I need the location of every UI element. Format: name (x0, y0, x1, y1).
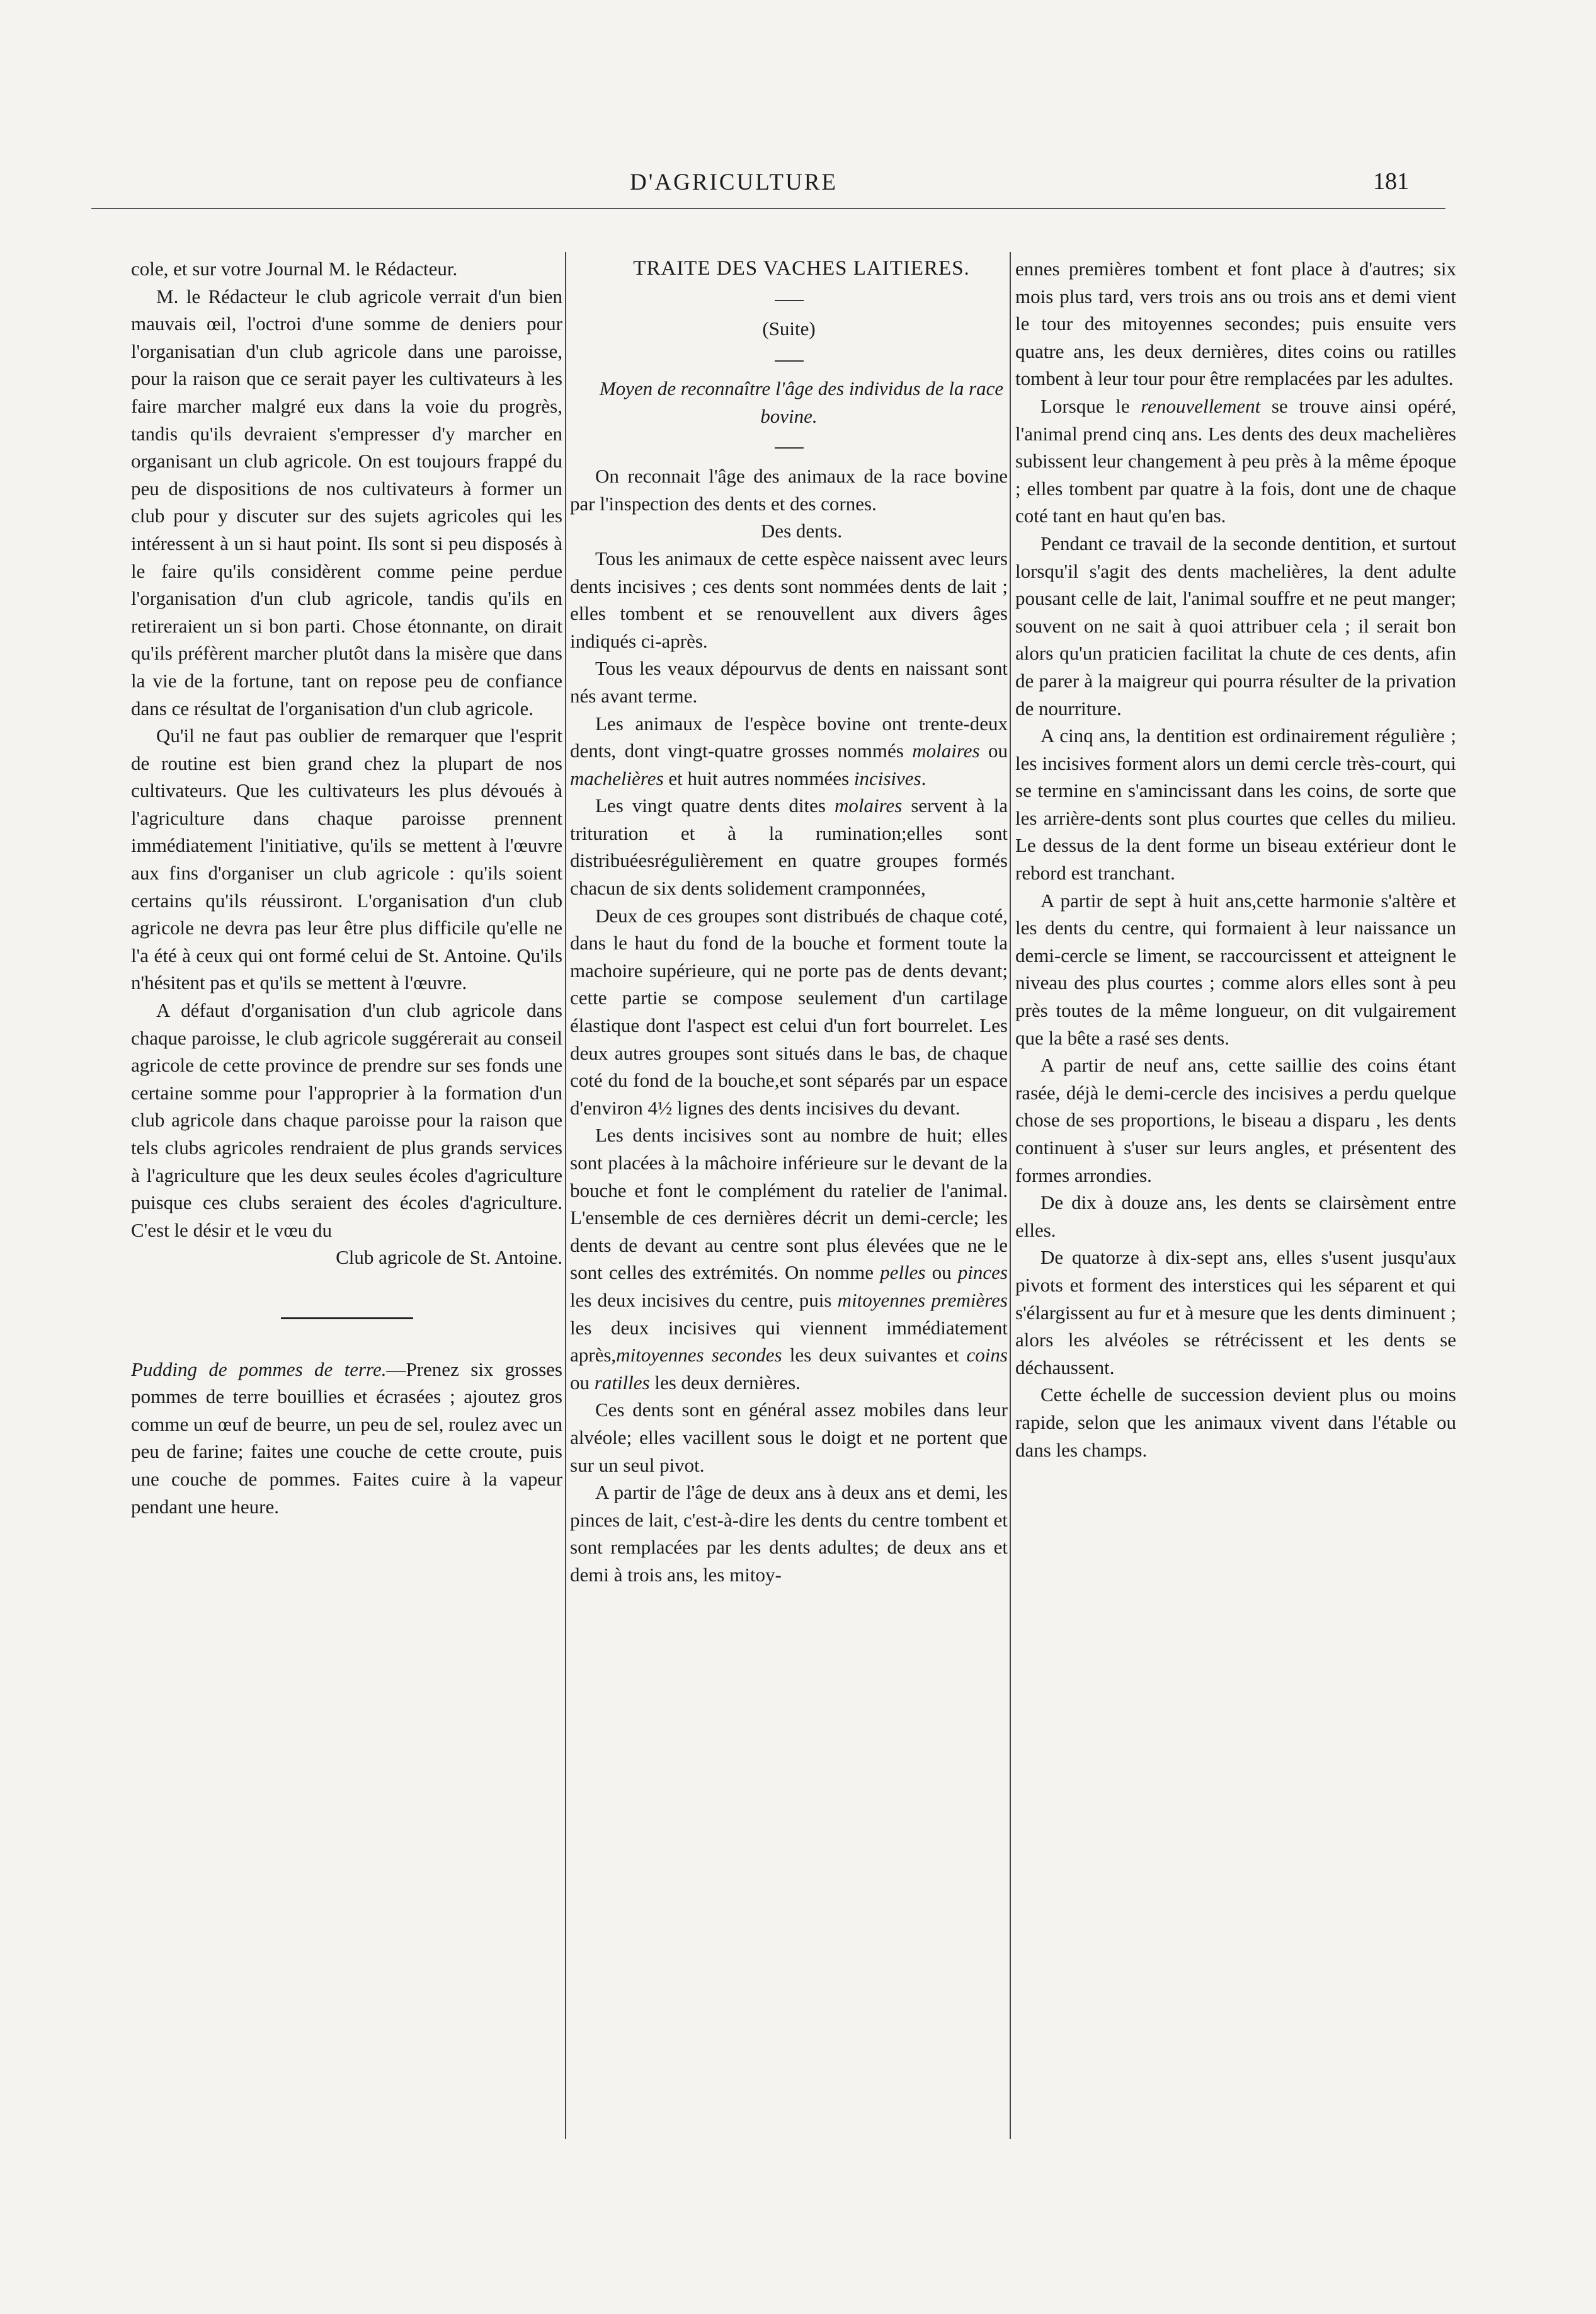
col3-paragraph-8: De quatorze à dix-sept ans, elles s'usent jusqu'aux pivots et forment des interstices qui les séparent et qui s'élargissent au fur et à mesure que les dents diminuent ; alors les alvéoles se rétrécissent et les dents se déchaussent. (1015, 1246, 1456, 1378)
col1-paragraph-1: cole, et sur votre Journal M. le Rédacteur. (131, 258, 458, 280)
running-head: D'AGRICULTURE (630, 169, 838, 195)
article-subtitle: Moyen de reconnaître l'âge des individus de la race bovine. (599, 377, 1004, 427)
subtitle-dash (570, 433, 1008, 461)
col1-paragraph-2: M. le Rédacteur le club agricole verrait d'un bien mauvais œil, l'octroi d'une somme de deniers pour l'organisatian d'un club agricole dans une paroisse, pour la raison que ce serait payer les cultivateurs à les faire marcher malgré eux dans la voie du progrès, tandis qu'ils devraient s'empresser d'y marcher en organisant un club agricole. On est toujours frappé du peu de dispositions de nos cultivateurs à former un club pour y discuter sur des sujets agricoles qui les intéressent à un si haut point. Ils sont si peu disposés à le faire qu'ils considèrent comme peine perdue l'organisation d'un club agricole, tandis qu'ils en retireraient un si bon parti. Chose étonnante, on dirait qu'ils préfèrent marcher plutôt dans la misère que dans la vie de la fortune, tant on repose peu de confiance dans ce résultat de l'organisation d'un club agricole. (131, 285, 562, 719)
section-heading-dents: Des dents. (760, 520, 843, 542)
title-dash (570, 285, 1008, 313)
col1-paragraph-4: A défaut d'organisation d'un club agricole dans chaque paroisse, le club agricole suggérerait au conseil agricole de cette province de prendre sur ses fonds une certaine somme pour l'approprier à la formation d'un club agricole dans chaque paroisse pour la raison que tels clubs agricoles rendraient de plus grands services à l'agriculture que les deux seules écoles d'agriculture puisque ces clubs seraient des écoles d'agriculture. C'est le désir et le vœu du (131, 999, 562, 1241)
suite-dash (570, 345, 1008, 373)
column-rule-left (565, 252, 566, 2139)
section-ornament (131, 1303, 562, 1331)
col2-paragraph-5: Les vingt quatre dents dites molaires servent à la trituration et à la rumination;elles sont distribuéesrégulièrement en quatre groupes formés chacun de six dents solidement cramponnées, (570, 794, 1008, 900)
article-suite: (Suite) (762, 318, 816, 340)
article-title: TRAITE DES VACHES LAITIERES. (633, 257, 970, 280)
column-1 (131, 255, 562, 1520)
recipe-title: Pudding de pommes de terre. (131, 1358, 387, 1380)
col2-paragraph-6: Deux de ces groupes sont distribués de chaque coté, dans le haut du fond de la bouche et forment toute la machoire supérieure, qui ne porte pas de dents devant; cette partie se compose seulement d'un cartilage élastique dont l'aspect est celui d'un fort bourrelet. Les deux autres groupes sont situés dans le bas, de chaque coté du fond de la bouche,et sont séparés par un espace d'environ 4½ lignes des dents incisives du devant. (570, 904, 1008, 1119)
col3-paragraph-4: A cinq ans, la dentition est ordinairement régulière ; les incisives forment alors un demi cercle très-court, qui se termine en s'amincissant dans les coins, de sorte que les arrière-dents sont plus courtes que celles du milieu. Le dessus de la dent forme un biseau extérieur dont le rebord est tranchant. (1015, 725, 1456, 885)
col2-paragraph-2: Tous les animaux de cette espèce naissent avec leurs dents incisives ; ces dents sont nommées dents de lait ; elles tombent et se renouvellent aux divers âges indiqués ci-après. (570, 547, 1008, 652)
col2-paragraph-9: A partir de l'âge de deux ans à deux ans et demi, les pinces de lait, c'est-à-dire les dents du centre tombent et sont remplacées par les dents adultes; de deux ans et demi à trois ans, les mitoy- (570, 1481, 1008, 1586)
col3-paragraph-7: De dix à douze ans, les dents se clairsèment entre elles. (1015, 1191, 1456, 1241)
col3-paragraph-9: Cette échelle de succession devient plus ou moins rapide, selon que les animaux vivent dans l'étable ou dans les champs. (1015, 1383, 1456, 1461)
col3-paragraph-5: A partir de sept à huit ans,cette harmonie s'altère et les dents du centre, qui formaient à leur naissance un demi-cercle se liment, se raccourcissent et atteignent le niveau des plus courtes ; comme alors elles sont à peu près toutes de la même longueur, on dit vulgairement que la bête a rasé ses dents. (1015, 889, 1456, 1049)
col2-paragraph-3: Tous les veaux dépourvus de dents en naissant sont nés avant terme. (570, 657, 1008, 707)
col1-signature: Club agricole de St. Antoine. (336, 1246, 562, 1269)
col2-paragraph-7: Les dents incisives sont au nombre de huit; elles sont placées à la mâchoire inférieure sur le devant de la bouche et font le complément du ratelier de l'animal. L'ensemble de ces dernières décrit un demi-cercle; les dents de devant au centre sont plus élevées que ne le sont celles des extrémités. On nomme pelles ou pinces les deux incisives du centre, puis mitoyennes premières les deux incisives qui viennent immédiatement après,mitoyennes secondes les deux suivantes et coins ou ratilles les deux dernières. (570, 1124, 1008, 1394)
col2-paragraph-4: Les animaux de l'espèce bovine ont trente-deux dents, dont vingt-quatre grosses nommés molaires ou machelières et huit autres nommées incisives. (570, 712, 1008, 789)
column-rule-right (1010, 252, 1011, 2139)
recipe-body: —Prenez six grosses pommes de terre bouillies et écrasées ; ajoutez gros comme un œuf de beurre, un peu de sel, roulez avec un peu de farine; faites une couche de cette croute, puis une couche de pommes. Faites cuire à la vapeur pendant une heure. (131, 1358, 563, 1518)
column-3 (1015, 255, 1456, 1463)
col3-paragraph-3: Pendant ce travail de la seconde dentition, et surtout lorsqu'il s'agit des dents machelières, la dent adulte pousant celle de lait, l'animal souffre et ne peut manger; souvent on ne sait à quoi attribuer cela ; il serait bon alors qu'un praticien facilitat la chute de ces dents, afin de parer à la maigreur qui pourra résulter de la privation de nourriture. (1015, 532, 1456, 719)
recipe-paragraph (131, 1356, 562, 1521)
column-2 (570, 255, 1008, 1589)
header-rule (91, 208, 1445, 209)
col3-paragraph-6: A partir de neuf ans, cette saillie des coins étant rasée, déjà le demi-cercle des incisives a perdu quelque chose de ses proportions, le biseau a disparu , les dents continuent à s'user sur leurs angles, et présentent des formes arrondies. (1015, 1054, 1456, 1186)
col2-paragraph-1: On reconnait l'âge des animaux de la race bovine par l'inspection des dents et des cornes. (570, 465, 1008, 515)
page-number: 181 (1373, 168, 1409, 195)
col1-paragraph-3: Qu'il ne faut pas oublier de remarquer que l'esprit de routine est bien grand chez la plupart de nos cultivateurs. Que les cultivateurs les plus dévoués à l'agriculture dans chaque paroisse prennent immédiatement l'initiative, qu'ils se mettent à l'œuvre aux fins d'organiser un club agricole : qu'ils soient certains qu'ils réussiront. L'organisation d'un club agricole ne devra pas leur être plus difficile qu'elle ne l'a été à ceux qui ont formé celui de St. Antoine. Qu'ils n'hésitent pas et qu'ils se mettent à l'œuvre. (131, 725, 562, 994)
col3-paragraph-1: ennes premières tombent et font place à d'autres; six mois plus tard, vers trois ans ou trois ans et demi vient le tour des mitoyennes secondes; puis ensuite vers quatre ans, les deux dernières, dites coins ou ratilles tombent à leur tour pour être remplacées par les adultes. (1015, 258, 1456, 390)
col3-paragraph-2: Lorsque le renouvellement se trouve ainsi opéré, l'animal prend cinq ans. Les dents des deux machelières subissent leur changement à peu près à la même époque ; elles tombent par quatre à la fois, dont une de chaque coté tant en haut qu'en bas. (1015, 394, 1456, 527)
col2-paragraph-8: Ces dents sont en général assez mobiles dans leur alvéole; elles vacillent sous le doigt et ne portent que sur un seul pivot. (570, 1399, 1008, 1476)
